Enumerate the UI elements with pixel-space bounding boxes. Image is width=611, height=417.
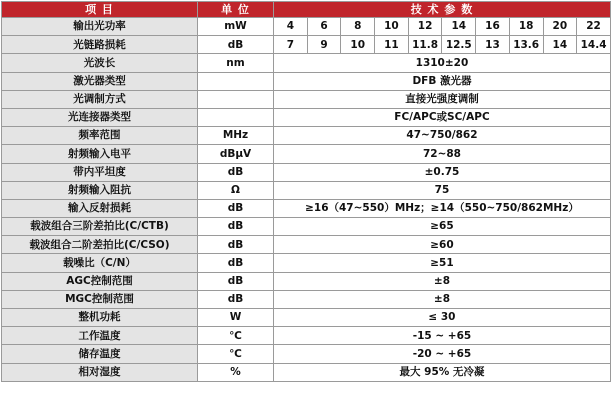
table-row <box>2 327 611 345</box>
value-cell: 20 <box>543 18 577 36</box>
item-cell: 射频输入阻抗 <box>2 181 198 199</box>
value-cell: 12 <box>408 18 442 36</box>
value-cell: 11.8 <box>408 36 442 54</box>
table-row <box>2 218 611 236</box>
value-cell: FC/APC或SC/APC <box>274 108 611 126</box>
item-cell: 载波组合二阶差拍比(C/CSO) <box>2 236 198 254</box>
unit-cell: MHz <box>198 127 274 145</box>
unit-cell: dB <box>198 218 274 236</box>
value-cell: 16 <box>476 18 510 36</box>
unit-cell: dBμV <box>198 145 274 163</box>
unit-cell: dB <box>198 290 274 308</box>
value-cell: 14.4 <box>577 36 611 54</box>
unit-cell: dB <box>198 36 274 54</box>
table-row <box>2 199 611 217</box>
table-row <box>2 272 611 290</box>
value-cell: 6 <box>307 18 341 36</box>
value-cell: 12.5 <box>442 36 476 54</box>
unit-cell <box>198 72 274 90</box>
value-cell: 1310±20 <box>274 54 611 72</box>
unit-cell: W <box>198 309 274 327</box>
table-row <box>2 236 611 254</box>
item-cell: 输出光功率 <box>2 18 198 36</box>
header-item: 项 目 <box>2 2 198 18</box>
unit-cell: dB <box>198 254 274 272</box>
unit-cell: mW <box>198 18 274 36</box>
item-cell: 光波长 <box>2 54 198 72</box>
value-cell: -20 ~ +65 <box>274 345 611 363</box>
value-cell: 10 <box>341 36 375 54</box>
item-cell: 射频输入电平 <box>2 145 198 163</box>
header-row <box>2 2 611 18</box>
table-row <box>2 163 611 181</box>
item-cell: 工作温度 <box>2 327 198 345</box>
unit-cell: dB <box>198 199 274 217</box>
table-row <box>2 363 611 381</box>
value-cell: -15 ~ +65 <box>274 327 611 345</box>
value-cell: ≥65 <box>274 218 611 236</box>
table-row <box>2 145 611 163</box>
value-cell: ≥16（47~550）MHz；≥14（550~750/862MHz） <box>274 199 611 217</box>
table-row <box>2 36 611 54</box>
value-cell: 72~88 <box>274 145 611 163</box>
value-cell: ≥51 <box>274 254 611 272</box>
value-cell: 9 <box>307 36 341 54</box>
value-cell: 10 <box>375 18 409 36</box>
spec-table <box>1 1 611 382</box>
unit-cell: % <box>198 363 274 381</box>
value-cell: 8 <box>341 18 375 36</box>
table-row <box>2 345 611 363</box>
item-cell: 载波组合三阶差拍比(C/CTB) <box>2 218 198 236</box>
item-cell: MGC控制范围 <box>2 290 198 308</box>
header-params: 技 术 参 数 <box>274 2 611 18</box>
table-row <box>2 181 611 199</box>
item-cell: 激光器类型 <box>2 72 198 90</box>
value-cell: 11 <box>375 36 409 54</box>
value-cell: 直接光强度调制 <box>274 90 611 108</box>
header-unit: 单 位 <box>198 2 274 18</box>
item-cell: 载噪比（C/N） <box>2 254 198 272</box>
item-cell: 光连接器类型 <box>2 108 198 126</box>
table-row <box>2 254 611 272</box>
value-cell: 14 <box>543 36 577 54</box>
item-cell: 整机功耗 <box>2 309 198 327</box>
table-row <box>2 18 611 36</box>
unit-cell: dB <box>198 163 274 181</box>
value-cell: ≤ 30 <box>274 309 611 327</box>
table-row <box>2 127 611 145</box>
table-row <box>2 290 611 308</box>
unit-cell: Ω <box>198 181 274 199</box>
value-cell: 75 <box>274 181 611 199</box>
item-cell: 光链路损耗 <box>2 36 198 54</box>
value-cell: ±0.75 <box>274 163 611 181</box>
value-cell: 47~750/862 <box>274 127 611 145</box>
table-row <box>2 54 611 72</box>
table-row <box>2 309 611 327</box>
unit-cell: ℃ <box>198 345 274 363</box>
value-cell: DFB 激光器 <box>274 72 611 90</box>
unit-cell: dB <box>198 236 274 254</box>
item-cell: 储存温度 <box>2 345 198 363</box>
value-cell: ±8 <box>274 272 611 290</box>
item-cell: 频率范围 <box>2 127 198 145</box>
value-cell: ±8 <box>274 290 611 308</box>
item-cell: 输入反射损耗 <box>2 199 198 217</box>
unit-cell <box>198 108 274 126</box>
value-cell: 最大 95% 无冷凝 <box>274 363 611 381</box>
item-cell: AGC控制范围 <box>2 272 198 290</box>
unit-cell: nm <box>198 54 274 72</box>
table-row <box>2 72 611 90</box>
spec-body <box>2 18 611 382</box>
unit-cell: ℃ <box>198 327 274 345</box>
unit-cell <box>198 90 274 108</box>
item-cell: 相对湿度 <box>2 363 198 381</box>
value-cell: 13 <box>476 36 510 54</box>
value-cell: 7 <box>274 36 308 54</box>
value-cell: 13.6 <box>509 36 543 54</box>
value-cell: 18 <box>509 18 543 36</box>
value-cell: 14 <box>442 18 476 36</box>
value-cell: ≥60 <box>274 236 611 254</box>
value-cell: 4 <box>274 18 308 36</box>
unit-cell: dB <box>198 272 274 290</box>
value-cell: 22 <box>577 18 611 36</box>
table-row <box>2 108 611 126</box>
table-row <box>2 90 611 108</box>
item-cell: 光调制方式 <box>2 90 198 108</box>
item-cell: 带内平坦度 <box>2 163 198 181</box>
